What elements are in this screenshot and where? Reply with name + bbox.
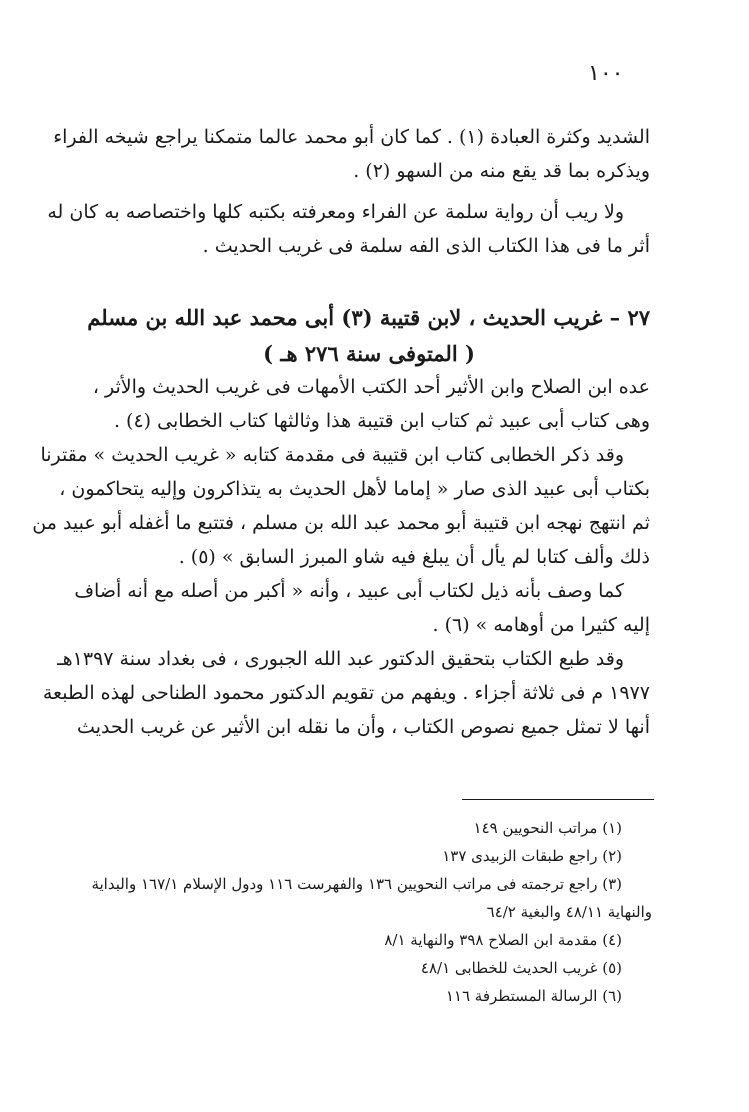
footnotes [80,814,652,1010]
footnote-1: (١) مراتب النحويين ١٤٩ [473,819,622,837]
section-heading [88,300,650,372]
paragraph-6-line-1: وقد طبع الكتاب بتحقيق الدكتور عبد الله الجبورى ، فى بغداد سنة ١٣٩٧هـ [57,648,624,670]
paragraph-3-line-2: وهى كتاب أبى عبيد ثم كتاب ابن قتيبة هذا وثالثها كتاب الخطابى (٤) . [113,410,650,432]
footnote-divider [462,799,654,800]
footnote-5: (٥) غريب الحديث للخطابى ٤٨/١ [420,959,622,977]
paragraph-6-line-2: ١٩٧٧ م فى ثلاثة أجزاء . ويفهم من تقويم الدكتور محمود الطناحى لهذه الطبعة [42,682,650,704]
paragraph-1 [53,120,650,188]
page-number: ١٠٠ [588,61,624,86]
paragraph-5 [74,574,650,642]
paragraph-5-line-1: كما وصف بأنه ذيل لكتاب أبى عبيد ، وأنه « أكبر من أصله مع أنه أضاف [74,580,624,602]
paragraph-5-line-2: إليه كثيرا من أوهامه » (٦) . [432,614,650,636]
footnote-6: (٦) الرسالة المستطرفة ١١٦ [445,987,622,1005]
section-heading-line-2: ( المتوفى سنة ٢٧٦ هـ ) [263,341,475,366]
paragraph-3 [88,370,650,438]
footnote-3-line-1: (٣) راجع ترجمته فى مراتب النحويين ١٣٦ والفهرست ١١٦ ودول الإسلام ١٦٧/١ والبداية [91,875,622,893]
paragraph-2 [47,195,650,263]
paragraph-6-line-3: أنها لا تمثل جميع نصوص الكتاب ، وأن ما نقله ابن الأثير عن غريب الحديث [77,716,650,738]
section-heading-line-1: ٢٧ – غريب الحديث ، لابن قتيبة (٣) أبى محمد عبد الله بن مسلم [87,305,650,330]
paragraph-3-line-1: عده ابن الصلاح وابن الأثير أحد الكتب الأمهات فى غريب الحديث والأثر ، [92,376,650,398]
paragraph-2-line-2: أثر ما فى هذا الكتاب الذى الفه سلمة فى غريب الحديث . [202,235,650,257]
paragraph-4-line-3: ثم انتهج نهجه ابن قتيبة أبو محمد عبد الله بن مسلم ، فتتبع ما أغفله أبو عبيد من [32,512,650,534]
paragraph-2-line-1: ولا ريب أن رواية سلمة عن الفراء ومعرفته بكتبه كلها واختصاصه به كان له [47,201,624,223]
footnote-4: (٤) مقدمة ابن الصلاح ٣٩٨ والنهاية ٨/١ [384,931,622,949]
footnote-2: (٢) راجع طبقات الزبيدى ١٣٧ [442,847,622,865]
paragraph-6 [42,642,650,744]
paragraph-1-line-2: ويذكره بما قد يقع منه من السهو (٢) . [353,160,650,182]
footnote-3-line-2: والنهاية ٤٨/١١ والبغية ٦٤/٢ [486,903,652,921]
paragraph-4-line-2: بكتاب أبى عبيد الذى صار « إماما لأهل الحديث به يتذاكرون وإليه يتحاكمون ، [59,478,650,500]
paragraph-4-line-1: وقد ذكر الخطابى كتاب ابن قتيبة فى مقدمة كتابه « غريب الحديث » مقترنا [40,444,624,466]
paragraph-4-line-4: ذلك وألف كتابا لم يأل أن يبلغ فيه شاو المبرز السابق » (٥) . [178,546,650,568]
paragraph-4 [32,438,650,574]
paragraph-1-line-1: الشديد وكثرة العبادة (١) . كما كان أبو محمد عالما متمكنا يراجع شيخه الفراء [53,126,650,148]
